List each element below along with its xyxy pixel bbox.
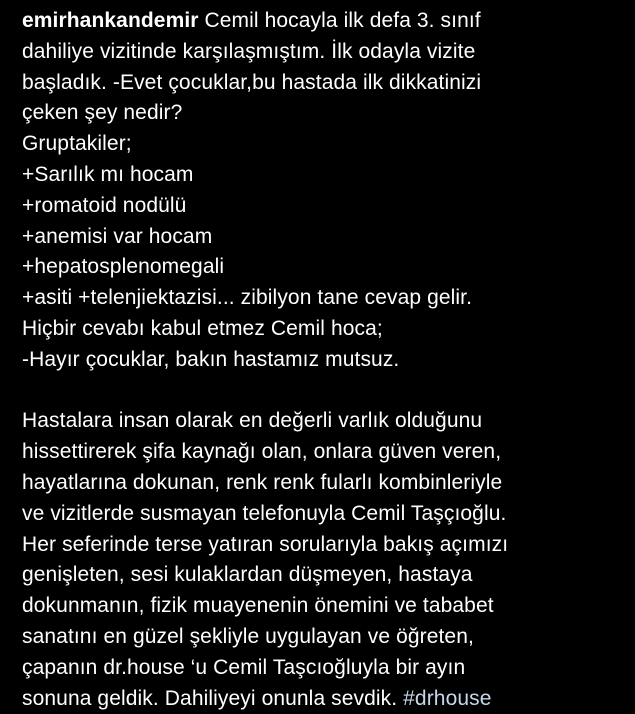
caption-line: çeken şey nedir? xyxy=(22,101,183,125)
caption-line: başladık. -Evet çocuklar,bu hastada ilk dikkatinizi xyxy=(22,70,482,94)
caption-line: +asiti +telenjiektazisi... zibilyon tane cevap gelir. xyxy=(22,286,473,310)
caption-line: hayatlarına dokunan, renk renk fularlı kombinleriyle xyxy=(22,470,503,494)
caption-line: ve vizitlerde susmayan telefonuyla Cemil Taşçıoğlu. xyxy=(22,501,507,525)
username-link[interactable]: emirhankandemir xyxy=(22,9,199,32)
caption-line: genişleten, sesi kulaklardan düşmeyen, hastaya xyxy=(22,563,473,587)
caption-line: +hepatosplenomegali xyxy=(22,255,225,279)
caption-text: Cemil hocayla ilk defa 3. sınıf xyxy=(198,9,481,32)
caption-line: +Sarılık mı hocam xyxy=(22,162,194,186)
caption-line: Hiçbir cevabı kabul etmez Cemil hoca; xyxy=(22,316,383,340)
post-caption xyxy=(22,6,622,714)
caption-text: sonuna geldik. Dahiliyeyi onunla sevdik. xyxy=(22,686,404,710)
paragraph-gap xyxy=(22,376,622,407)
caption-line: dokunmanın, fizik muayenenin önemini ve tababet xyxy=(22,594,494,618)
caption-line: Gruptakiler; xyxy=(22,132,132,156)
caption-line: çapanın dr.house ‘u Cemil Taşcıoğluyla bir ayın xyxy=(22,655,466,679)
caption-line xyxy=(22,6,622,37)
caption-line: -Hayır çocuklar, bakın hastamız mutsuz. xyxy=(22,347,400,371)
caption-line: hissettirerek şifa kaynağı olan, onlara güven veren, xyxy=(22,440,502,464)
caption-line: Her seferinde terse yatıran sorularıyla bakış açımızı xyxy=(22,532,509,556)
hashtag-link[interactable]: #drhouse xyxy=(403,686,492,710)
caption-line: dahiliye vizitinde karşılaşmıştım. İlk odayla vizite xyxy=(22,39,476,63)
caption-line xyxy=(22,684,622,714)
caption-line: Hastalara insan olarak en değerli varlık olduğunu xyxy=(22,409,483,433)
caption-line: sanatını en güzel şekliyle uygulayan ve öğreten, xyxy=(22,624,474,648)
caption-line: +romatoid nodülü xyxy=(22,193,187,217)
caption-line: +anemisi var hocam xyxy=(22,224,213,248)
